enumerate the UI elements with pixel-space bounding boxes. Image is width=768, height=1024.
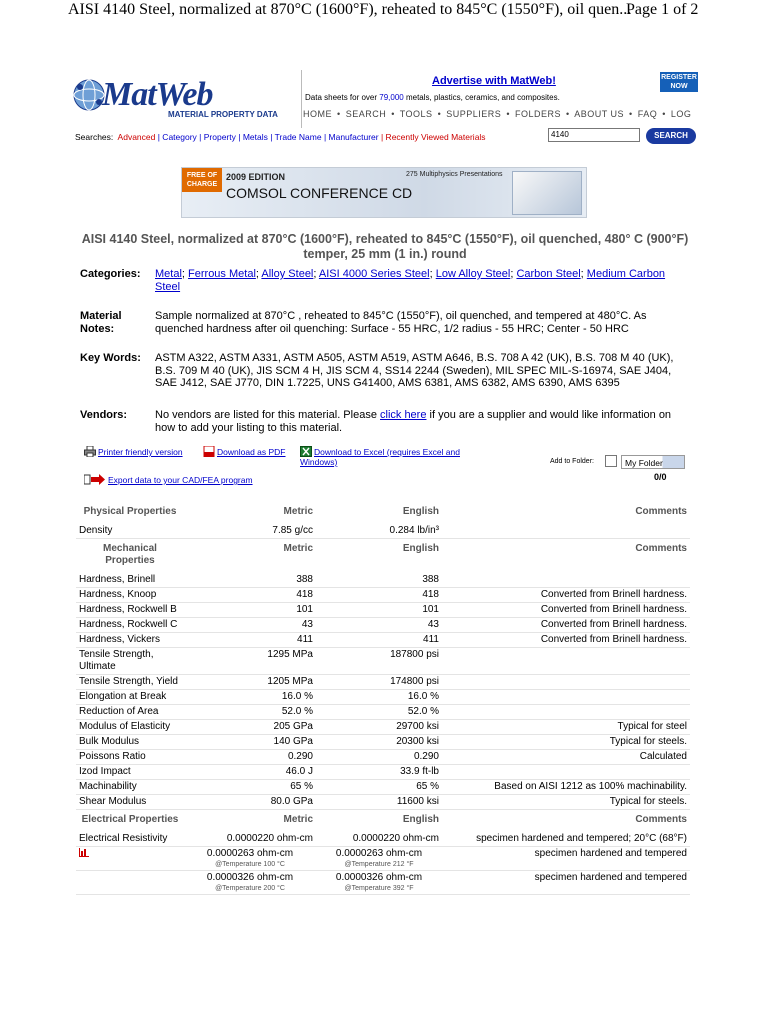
english-value: 20300 ksi xyxy=(316,735,442,750)
key-words: ASTM A322, ASTM A331, ASTM A505, ASTM A519, ASTM A646, B.S. 708 A 42 (UK), B.S. 708 M 40 (UK), B.S. 709 M 40 (UK), JIS SCM 4 H, JIS SCM 4, SS14 2244 (Sweden), MIL SPEC MIL-S-16974, SAE J404, SAE J412, SAE J770, DIN 1.7225, UNS G41400, AMS 6381, AMS 6382, AMS 6390, AMS 6395 xyxy=(155,352,674,389)
header-divider xyxy=(301,70,302,128)
comsol-banner-ad[interactable] xyxy=(181,167,587,218)
metric-value: 80.0 GPa xyxy=(184,795,316,810)
metric-value: 1295 MPa xyxy=(184,648,316,675)
property-name: Hardness, Rockwell B xyxy=(76,603,184,618)
english-value: 33.9 ft-lb xyxy=(316,765,442,780)
table-row xyxy=(76,705,690,720)
search-category-link[interactable]: | Category xyxy=(157,132,197,142)
comment: Converted from Brinell hardness. xyxy=(442,603,690,618)
key-words-label: Key Words: xyxy=(80,352,141,364)
property-name: Poissons Ratio xyxy=(76,750,184,765)
comment xyxy=(442,675,690,690)
folder-count: 0/0 xyxy=(654,472,667,482)
search-links xyxy=(75,132,486,142)
properties-table xyxy=(76,502,690,895)
property-name: Hardness, Knoop xyxy=(76,588,184,603)
metric-value: 418 xyxy=(184,588,316,603)
property-name: Tensile Strength, Yield xyxy=(76,675,184,690)
metric-header: Metric xyxy=(283,814,313,825)
categories-list: Metal; Ferrous Metal; Alloy Steel; AISI 4000 Series Steel; Low Alloy Steel; Carbon Steel; Medium Carbon Steel xyxy=(155,268,666,293)
nav-folders[interactable]: FOLDERS xyxy=(514,109,561,119)
metric-value: 65 % xyxy=(184,780,316,795)
banner-presentations: 275 Multiphysics Presentations xyxy=(406,171,503,178)
print-page-number: Page 1 of 2 xyxy=(626,1,699,18)
comment: Based on AISI 1212 as 100% machinability. xyxy=(442,780,690,795)
property-name: Izod Impact xyxy=(76,765,184,780)
metric-header: Metric xyxy=(283,543,313,554)
table-row xyxy=(76,780,690,795)
material-notes: Sample normalized at 870°C , reheated to 845°C (1550°F), oil quenched, and tempered at 480°C. As quenched hardness after oil quenching: Surface - 55 HRC, 1/2 radius - 55 HRC; Center - 50 HRC xyxy=(155,310,647,335)
temperature-condition: @Temperature 100 °C xyxy=(215,861,285,868)
category-link[interactable]: Low Alloy Steel xyxy=(435,268,511,280)
comments-header: Comments xyxy=(635,814,687,825)
table-row xyxy=(76,847,690,871)
comment xyxy=(442,648,690,675)
english-value: 16.0 % xyxy=(316,690,442,705)
printer-friendly-link[interactable]: Printer friendly version xyxy=(84,446,183,457)
comment xyxy=(442,690,690,705)
property-name: Tensile Strength, Ultimate xyxy=(76,648,184,675)
comment xyxy=(442,573,690,588)
property-name xyxy=(76,871,184,895)
comment: Typical for steels. xyxy=(442,735,690,750)
comment: Calculated xyxy=(442,750,690,765)
search-metals-link[interactable]: | Metals xyxy=(238,132,268,142)
comment: Typical for steel xyxy=(442,720,690,735)
property-name: Shear Modulus xyxy=(76,795,184,810)
nav-home[interactable]: HOME xyxy=(303,109,332,119)
table-row xyxy=(76,832,690,847)
table-row xyxy=(76,765,690,780)
table-row xyxy=(76,633,690,648)
table-row xyxy=(76,588,690,603)
table-row xyxy=(76,690,690,705)
category-link[interactable]: Ferrous Metal xyxy=(188,268,256,280)
nav-about-us[interactable]: ABOUT US xyxy=(574,109,625,119)
section-title: Physical Properties xyxy=(83,506,177,517)
banner-edition: 2009 EDITION xyxy=(226,172,286,182)
register-button[interactable]: REGISTER NOW xyxy=(661,74,697,90)
print-title: AISI 4140 Steel, normalized at 870°C (1600°F), reheated to 845°C (1550°F), oil quen... xyxy=(68,1,632,18)
excel-icon xyxy=(300,446,312,457)
property-name: Modulus of Elasticity xyxy=(76,720,184,735)
categories-label: Categories: xyxy=(80,268,141,280)
export-cad-link[interactable]: Export data to your CAD/FEA program xyxy=(84,474,253,485)
add-to-folder-label: Add to Folder: xyxy=(550,458,594,465)
matweb-logo[interactable] xyxy=(72,70,302,126)
property-name: Electrical Resistivity xyxy=(76,832,184,847)
comment xyxy=(442,765,690,780)
searches-label: Searches: xyxy=(75,132,114,142)
english-value: 0.0000326 ohm-cm @Temperature 392 °F xyxy=(316,871,442,895)
metric-value: 46.0 J xyxy=(184,765,316,780)
table-row xyxy=(76,618,690,633)
search-trade-name-link[interactable]: | Trade Name xyxy=(270,132,322,142)
category-link[interactable]: AISI 4000 Series Steel xyxy=(318,268,430,280)
section-header xyxy=(76,502,690,524)
comments-header: Comments xyxy=(635,543,687,554)
property-name: Hardness, Brinell xyxy=(76,573,184,588)
metric-value: 205 GPa xyxy=(184,720,316,735)
nav-login[interactable]: LOG xyxy=(670,109,692,119)
search-recent-link[interactable]: | Recently Viewed Materials xyxy=(380,132,486,142)
logo-tagline: MATERIAL PROPERTY DATA xyxy=(168,110,278,119)
metric-value: 140 GPa xyxy=(184,735,316,750)
bar-chart-icon[interactable] xyxy=(79,848,89,857)
property-name: Hardness, Vickers xyxy=(76,633,184,648)
section-title: Mechanical Properties xyxy=(103,543,157,566)
export-arrow-icon xyxy=(84,474,106,485)
banner-title: COMSOL CONFERENCE CD xyxy=(226,185,413,201)
english-value: 52.0 % xyxy=(316,705,442,720)
category-link[interactable]: Medium Carbon Steel xyxy=(155,268,666,293)
nav-search[interactable]: SEARCH xyxy=(345,109,387,119)
comment xyxy=(442,524,690,539)
property-name: Elongation at Break xyxy=(76,690,184,705)
metric-value: 16.0 % xyxy=(184,690,316,705)
material-notes-label: Material Notes: xyxy=(80,310,122,335)
search-input[interactable]: 4140 xyxy=(548,128,640,142)
english-value: 0.0000263 ohm-cm @Temperature 212 °F xyxy=(316,847,442,871)
english-header: English xyxy=(402,506,439,517)
english-value: 11600 ksi xyxy=(316,795,442,810)
temperature-condition: @Temperature 212 °F xyxy=(344,861,414,868)
search-advanced-link[interactable]: Advanced xyxy=(117,132,156,142)
metric-value: 52.0 % xyxy=(184,705,316,720)
english-value: 29700 ksi xyxy=(316,720,442,735)
english-value: 174800 psi xyxy=(316,675,442,690)
print-header xyxy=(0,0,768,22)
search-property-link[interactable]: | Property xyxy=(199,132,236,142)
main-nav: HOME • SEARCH • TOOLS • SUPPLIERS • FOLDERS • ABOUT US • FAQ • LOG xyxy=(303,109,692,119)
cd-box-image xyxy=(512,171,582,215)
english-value: 187800 psi xyxy=(316,648,442,675)
english-value: 65 % xyxy=(316,780,442,795)
vendor-click-here-link[interactable]: click here xyxy=(380,409,427,421)
comment: Converted from Brinell hardness. xyxy=(442,618,690,633)
category-link[interactable]: Alloy Steel xyxy=(261,268,314,280)
metric-value: 7.85 g/cc xyxy=(184,524,316,539)
metric-value: 101 xyxy=(184,603,316,618)
section-title: Electrical Properties xyxy=(81,814,179,825)
logo-wordmark: MatWeb xyxy=(102,76,213,113)
table-row xyxy=(76,573,690,588)
table-row xyxy=(76,735,690,750)
metric-header: Metric xyxy=(283,506,313,517)
globe-icon xyxy=(72,78,106,112)
data-sheet-count[interactable]: 79,000 xyxy=(379,93,404,102)
metric-value: 388 xyxy=(184,573,316,588)
english-header: English xyxy=(402,814,439,825)
add-to-folder-checkbox[interactable] xyxy=(605,455,617,467)
english-value: 101 xyxy=(316,603,442,618)
property-name: Hardness, Rockwell C xyxy=(76,618,184,633)
vendors-label: Vendors: xyxy=(80,409,128,421)
free-badge: FREE OF CHARGE xyxy=(182,168,222,192)
english-value: 418 xyxy=(316,588,442,603)
section-header xyxy=(76,539,690,574)
metric-value: 1205 MPa xyxy=(184,675,316,690)
english-value: 388 xyxy=(316,573,442,588)
comments-header: Comments xyxy=(635,506,687,517)
english-value: 0.290 xyxy=(316,750,442,765)
table-row xyxy=(76,720,690,735)
metric-value: 0.0000326 ohm-cm @Temperature 200 °C xyxy=(184,871,316,895)
property-name xyxy=(76,847,184,871)
temperature-condition: @Temperature 200 °C xyxy=(215,885,285,892)
english-value: 43 xyxy=(316,618,442,633)
english-value: 0.284 lb/in³ xyxy=(316,524,442,539)
download-excel-link[interactable]: Download to Excel (requires Excel and Windows) xyxy=(300,447,460,467)
category-link[interactable]: Carbon Steel xyxy=(516,268,581,280)
comment: Converted from Brinell hardness. xyxy=(442,633,690,648)
section-header xyxy=(76,810,690,833)
temperature-condition: @Temperature 392 °F xyxy=(344,885,414,892)
property-name: Density xyxy=(76,524,184,539)
advertise-link[interactable]: Advertise with MatWeb! xyxy=(432,75,556,87)
metric-value: 0.290 xyxy=(184,750,316,765)
search-button[interactable]: SEARCH xyxy=(646,128,696,144)
table-row xyxy=(76,524,690,539)
comment: specimen hardened and tempered xyxy=(442,847,690,871)
comment: Converted from Brinell hardness. xyxy=(442,588,690,603)
pdf-icon xyxy=(203,446,215,457)
table-row xyxy=(76,675,690,690)
category-link[interactable]: Metal xyxy=(155,268,182,280)
metric-value: 0.0000220 ohm-cm xyxy=(184,832,316,847)
english-value: 0.0000220 ohm-cm xyxy=(316,832,442,847)
metric-value: 43 xyxy=(184,618,316,633)
printer-icon xyxy=(84,446,96,457)
table-row xyxy=(76,750,690,765)
metric-value: 411 xyxy=(184,633,316,648)
nav-suppliers[interactable]: SUPPLIERS xyxy=(446,109,502,119)
table-row xyxy=(76,603,690,618)
comment: Typical for steels. xyxy=(442,795,690,810)
comment xyxy=(442,705,690,720)
folder-select[interactable]: My Folder xyxy=(621,455,685,469)
nav-faq[interactable]: FAQ xyxy=(637,109,658,119)
table-row xyxy=(76,871,690,895)
property-name: Bulk Modulus xyxy=(76,735,184,750)
comment: specimen hardened and tempered xyxy=(442,871,690,895)
material-title: AISI 4140 Steel, normalized at 870°C (1600°F), reheated to 845°C (1550°F), oil quenched, 480° C (900°F) temper, 25 mm (1 in.) round xyxy=(81,232,689,261)
english-header: English xyxy=(402,543,439,554)
metric-value: 0.0000263 ohm-cm @Temperature 100 °C xyxy=(184,847,316,871)
property-name: Reduction of Area xyxy=(76,705,184,720)
data-sheets-tagline: Data sheets for over 79,000 metals, plastics, ceramics, and composites. xyxy=(305,93,560,102)
vendors-text: No vendors are listed for this material. Please click here if you are a supplier and would like information on how to add your listing to this material. xyxy=(155,409,672,434)
nav-tools[interactable]: TOOLS xyxy=(399,109,433,119)
search-manufacturer-link[interactable]: | Manufacturer xyxy=(323,132,379,142)
download-pdf-link[interactable]: Download as PDF xyxy=(203,446,286,457)
table-row xyxy=(76,648,690,675)
comment: specimen hardened and tempered; 20°C (68°F) xyxy=(442,832,690,847)
english-value: 411 xyxy=(316,633,442,648)
property-name: Machinability xyxy=(76,780,184,795)
table-row xyxy=(76,795,690,810)
